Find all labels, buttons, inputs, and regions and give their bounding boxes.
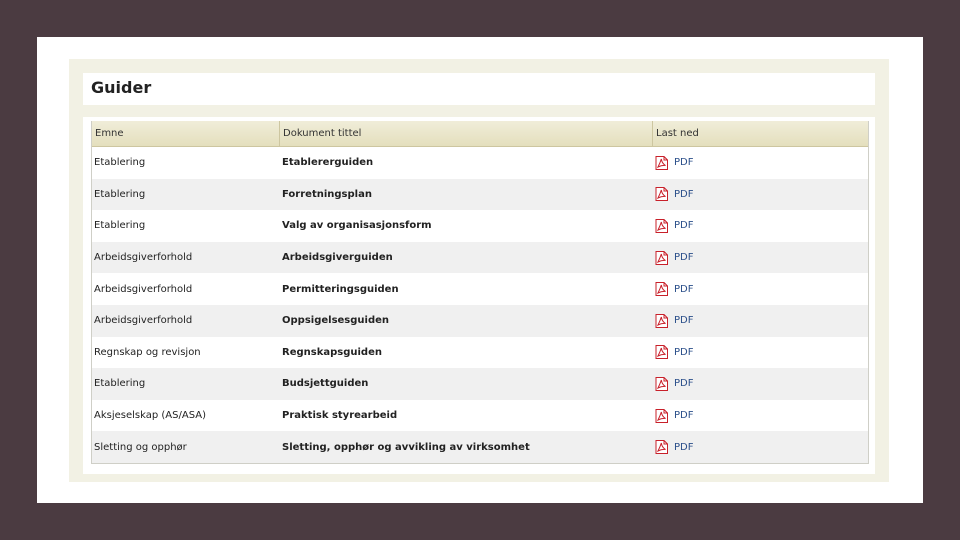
cell-emne: Etablering	[94, 188, 146, 200]
table-header	[92, 121, 868, 147]
pdf-icon[interactable]	[655, 187, 668, 201]
cell-dokument-tittel: Etablererguiden	[282, 157, 374, 169]
cell-last-ned	[653, 251, 866, 265]
cell-dokument-tittel: Oppsigelsesguiden	[282, 315, 390, 327]
guides-table	[91, 121, 869, 464]
cell-emne: Arbeidsgiverforhold	[94, 252, 193, 264]
slide-frame	[37, 37, 923, 503]
table-row	[92, 242, 868, 274]
table-row	[92, 431, 868, 463]
cell-last-ned	[653, 219, 866, 233]
column-header-emne[interactable]: Emne	[92, 121, 280, 146]
cell-last-ned	[653, 282, 866, 296]
table-row	[92, 400, 868, 432]
cell-dokument-tittel: Permitteringsguiden	[282, 283, 399, 295]
pdf-icon[interactable]	[655, 282, 668, 296]
pdf-download-link[interactable]: PDF	[674, 283, 694, 295]
pdf-download-link[interactable]: PDF	[674, 315, 694, 327]
cell-dokument-tittel: Sletting, opphør og avvikling av virksomhet	[282, 441, 530, 453]
cell-emne: Arbeidsgiverforhold	[94, 283, 193, 295]
pdf-icon[interactable]	[655, 156, 668, 170]
pdf-download-link[interactable]: PDF	[674, 346, 694, 358]
table-row	[92, 147, 868, 179]
guides-panel	[69, 59, 889, 482]
pdf-download-link[interactable]: PDF	[674, 157, 694, 169]
cell-dokument-tittel: Arbeidsgiverguiden	[282, 252, 393, 264]
cell-dokument-tittel: Praktisk styrearbeid	[282, 410, 398, 422]
pdf-download-link[interactable]: PDF	[674, 410, 694, 422]
cell-emne: Regnskap og revisjon	[94, 346, 201, 358]
cell-emne: Sletting og opphør	[94, 441, 187, 453]
table-row	[92, 305, 868, 337]
table-row	[92, 273, 868, 305]
cell-emne: Etablering	[94, 378, 146, 390]
pdf-icon[interactable]	[655, 251, 668, 265]
pdf-download-link[interactable]: PDF	[674, 252, 694, 264]
pdf-icon[interactable]	[655, 314, 668, 328]
cell-dokument-tittel: Valg av organisasjonsform	[282, 220, 432, 232]
pdf-download-link[interactable]: PDF	[674, 441, 694, 453]
cell-last-ned	[653, 156, 866, 170]
cell-last-ned	[653, 187, 866, 201]
pdf-download-link[interactable]: PDF	[674, 220, 694, 232]
pdf-icon[interactable]	[655, 409, 668, 423]
pdf-icon[interactable]	[655, 345, 668, 359]
cell-last-ned	[653, 345, 866, 359]
column-header-dokument-tittel[interactable]: Dokument tittel	[280, 121, 653, 146]
cell-last-ned	[653, 440, 866, 454]
table-row	[92, 337, 868, 369]
table-body	[92, 147, 868, 463]
cell-dokument-tittel: Budsjettguiden	[282, 378, 369, 390]
cell-emne: Arbeidsgiverforhold	[94, 315, 193, 327]
cell-emne: Etablering	[94, 157, 146, 169]
table-container	[83, 117, 875, 474]
cell-emne: Etablering	[94, 220, 146, 232]
column-header-last-ned[interactable]: Last ned	[656, 128, 699, 139]
cell-dokument-tittel: Regnskapsguiden	[282, 346, 382, 358]
table-row	[92, 179, 868, 211]
cell-last-ned	[653, 377, 866, 391]
cell-last-ned	[653, 314, 866, 328]
cell-last-ned	[653, 409, 866, 423]
table-row	[92, 368, 868, 400]
pdf-download-link[interactable]: PDF	[674, 188, 694, 200]
cell-emne: Aksjeselskap (AS/ASA)	[94, 410, 206, 422]
pdf-icon[interactable]	[655, 377, 668, 391]
table-row	[92, 210, 868, 242]
pdf-download-link[interactable]: PDF	[674, 378, 694, 390]
cell-dokument-tittel: Forretningsplan	[282, 188, 372, 200]
pdf-icon[interactable]	[655, 219, 668, 233]
title-bar	[83, 73, 875, 105]
pdf-icon[interactable]	[655, 440, 668, 454]
page-title: Guider	[91, 78, 152, 97]
